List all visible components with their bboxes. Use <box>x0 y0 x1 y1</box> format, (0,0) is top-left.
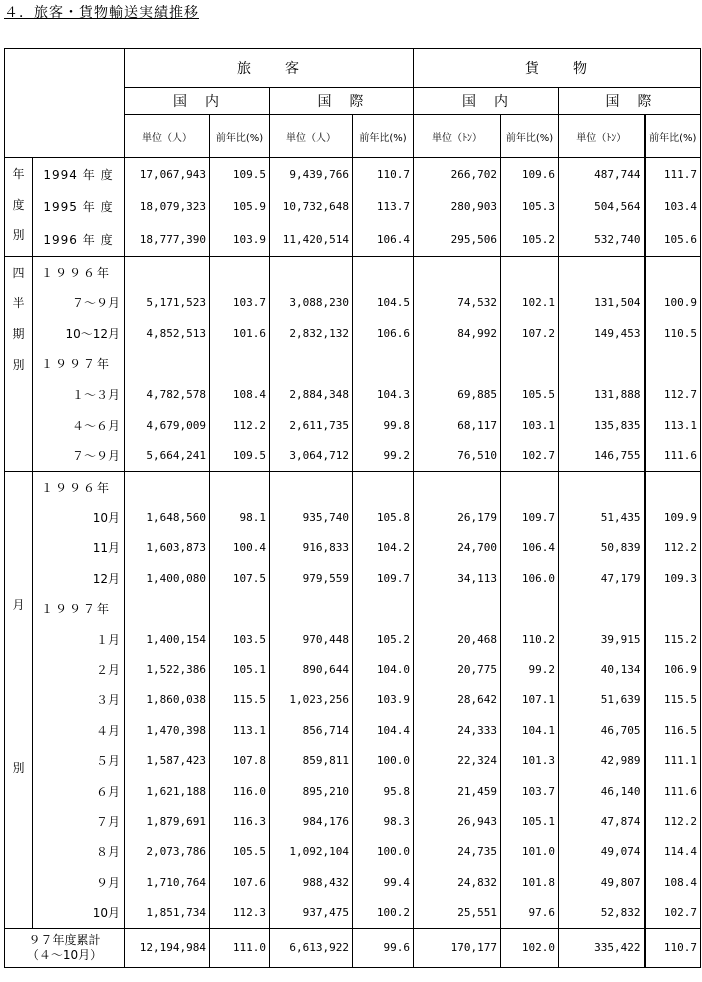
volume-cell: 24,832 <box>414 867 501 897</box>
yoy-cell: 105.3 <box>501 191 559 224</box>
volume-cell: 504,564 <box>559 191 645 224</box>
yoy-cell: 111.6 <box>645 440 701 471</box>
yoy-cell: 113.1 <box>210 715 270 745</box>
yoy-cell: 106.0 <box>501 563 559 593</box>
volume-cell: 21,459 <box>414 776 501 806</box>
row-label: ４～６月 <box>33 410 125 441</box>
yoy-cell: 100.9 <box>645 287 701 318</box>
yoy-cell: 108.4 <box>210 379 270 410</box>
yoy-cell: 106.9 <box>645 654 701 684</box>
yoy-cell: 109.7 <box>353 563 414 593</box>
volume-cell: 979,559 <box>270 563 353 593</box>
yoy-cell: 116.0 <box>210 776 270 806</box>
volume-cell: 28,642 <box>414 685 501 715</box>
volume-cell: 24,700 <box>414 533 501 563</box>
volume-cell: 1,587,423 <box>125 745 210 775</box>
subhead-row <box>5 594 701 624</box>
empty-cell <box>414 594 501 624</box>
empty-cell <box>353 349 414 380</box>
empty-cell <box>414 349 501 380</box>
empty-cell <box>501 471 559 502</box>
table-row <box>5 563 701 593</box>
yoy-cell: 99.6 <box>353 928 414 967</box>
yoy-cell: 101.8 <box>501 867 559 897</box>
section-char: 期 <box>12 326 25 341</box>
volume-cell: 5,664,241 <box>125 440 210 471</box>
yoy-cell: 101.0 <box>501 837 559 867</box>
header-corner <box>5 49 125 158</box>
volume-cell: 25,551 <box>414 897 501 928</box>
yoy-cell: 109.6 <box>501 158 559 191</box>
empty-cell <box>210 349 270 380</box>
yoy-cell: 105.9 <box>210 191 270 224</box>
yoy-cell: 102.7 <box>501 440 559 471</box>
volume-cell: 51,639 <box>559 685 645 715</box>
yoy-cell: 109.3 <box>645 563 701 593</box>
volume-cell: 295,506 <box>414 223 501 256</box>
volume-cell: 1,400,154 <box>125 624 210 654</box>
cargo-header: 貨 物 <box>414 49 701 88</box>
empty-cell <box>270 256 353 287</box>
table-row <box>5 379 701 410</box>
yoy-cell: 99.8 <box>353 410 414 441</box>
yoy-cell: 101.3 <box>501 745 559 775</box>
empty-cell <box>125 349 210 380</box>
volume-cell: 4,782,578 <box>125 379 210 410</box>
unit-header: 単位（人） <box>125 115 210 158</box>
section-char: 別 <box>12 228 25 243</box>
yoy-cell: 105.1 <box>501 806 559 836</box>
table-row <box>5 440 701 471</box>
yoy-cell: 116.3 <box>210 806 270 836</box>
total-label <box>5 928 125 967</box>
yoy-cell: 112.3 <box>210 897 270 928</box>
volume-cell: 42,989 <box>559 745 645 775</box>
volume-cell: 988,432 <box>270 867 353 897</box>
table-row <box>5 223 701 256</box>
page-title: ４．旅客・貨物輸送実績推移 <box>4 5 199 21</box>
volume-cell: 4,852,513 <box>125 318 210 349</box>
volume-cell: 859,811 <box>270 745 353 775</box>
volume-cell: 335,422 <box>559 928 645 967</box>
volume-cell: 935,740 <box>270 502 353 532</box>
yoy-cell: 103.7 <box>501 776 559 806</box>
volume-cell: 131,504 <box>559 287 645 318</box>
yoy-cell: 100.0 <box>353 837 414 867</box>
section-char: 度 <box>12 197 25 212</box>
empty-cell <box>270 594 353 624</box>
volume-cell: 1,851,734 <box>125 897 210 928</box>
yoy-header: 前年比(%) <box>501 115 559 158</box>
table-row <box>5 867 701 897</box>
volume-cell: 280,903 <box>414 191 501 224</box>
volume-cell: 12,194,984 <box>125 928 210 967</box>
volume-cell: 895,210 <box>270 776 353 806</box>
yoy-cell: 112.7 <box>645 379 701 410</box>
table-row <box>5 158 701 191</box>
row-label: ５月 <box>33 745 125 775</box>
volume-cell: 49,074 <box>559 837 645 867</box>
volume-cell: 20,775 <box>414 654 501 684</box>
volume-cell: 4,679,009 <box>125 410 210 441</box>
empty-cell <box>210 471 270 502</box>
passenger-header: 旅 客 <box>125 49 414 88</box>
volume-cell: 3,088,230 <box>270 287 353 318</box>
yoy-cell: 116.5 <box>645 715 701 745</box>
volume-cell: 10,732,648 <box>270 191 353 224</box>
cargo-international-header: 国 際 <box>559 88 701 115</box>
row-label: ７～９月 <box>33 440 125 471</box>
yoy-cell: 105.5 <box>210 837 270 867</box>
volume-cell: 149,453 <box>559 318 645 349</box>
table-row <box>5 624 701 654</box>
volume-cell: 266,702 <box>414 158 501 191</box>
volume-cell: 937,475 <box>270 897 353 928</box>
empty-cell <box>559 594 645 624</box>
empty-cell <box>501 349 559 380</box>
total-row <box>5 928 701 967</box>
yoy-cell: 114.4 <box>645 837 701 867</box>
yoy-cell: 104.4 <box>353 715 414 745</box>
yoy-cell: 104.5 <box>353 287 414 318</box>
yoy-cell: 108.4 <box>645 867 701 897</box>
passenger-domestic-header: 国 内 <box>125 88 270 115</box>
volume-cell: 24,333 <box>414 715 501 745</box>
cargo-domestic-header: 国 内 <box>414 88 559 115</box>
yoy-cell: 103.4 <box>645 191 701 224</box>
row-label: ７～９月 <box>33 287 125 318</box>
quarterly-section <box>5 256 33 471</box>
empty-cell <box>125 471 210 502</box>
yoy-cell: 99.4 <box>353 867 414 897</box>
volume-cell: 84,992 <box>414 318 501 349</box>
empty-cell <box>353 471 414 502</box>
row-label: 10～12月 <box>33 318 125 349</box>
volume-cell: 1,023,256 <box>270 685 353 715</box>
table-row <box>5 410 701 441</box>
yoy-cell: 107.1 <box>501 685 559 715</box>
row-label: ６月 <box>33 776 125 806</box>
volume-cell: 52,832 <box>559 897 645 928</box>
volume-cell: 40,134 <box>559 654 645 684</box>
section-char: 年 <box>12 167 25 181</box>
subhead-row <box>5 471 701 502</box>
total-label-line1: ９７年度累計 <box>28 932 101 947</box>
year-subhead: １９９７年 <box>33 349 125 380</box>
volume-cell: 1,603,873 <box>125 533 210 563</box>
yoy-cell: 109.7 <box>501 502 559 532</box>
table-row <box>5 685 701 715</box>
row-label: ４月 <box>33 715 125 745</box>
yoy-cell: 110.7 <box>645 928 701 967</box>
volume-cell: 916,833 <box>270 533 353 563</box>
yoy-header: 前年比(%) <box>210 115 270 158</box>
yoy-cell: 106.4 <box>501 533 559 563</box>
yoy-cell: 107.6 <box>210 867 270 897</box>
year-subhead: １９９７年 <box>33 594 125 624</box>
fiscal-section <box>5 158 33 257</box>
row-label: 1996 年 度 <box>33 223 125 256</box>
yoy-cell: 113.1 <box>645 410 701 441</box>
row-label: 10月 <box>33 502 125 532</box>
yoy-cell: 109.5 <box>210 158 270 191</box>
unit-header: 単位（ﾄﾝ） <box>414 115 501 158</box>
empty-cell <box>501 256 559 287</box>
subhead-row <box>5 256 701 287</box>
volume-cell: 68,117 <box>414 410 501 441</box>
volume-cell: 1,648,560 <box>125 502 210 532</box>
volume-cell: 1,092,104 <box>270 837 353 867</box>
yoy-cell: 115.2 <box>645 624 701 654</box>
yoy-cell: 109.9 <box>645 502 701 532</box>
yoy-cell: 100.2 <box>353 897 414 928</box>
year-subhead: １９９６年 <box>33 256 125 287</box>
volume-cell: 1,522,386 <box>125 654 210 684</box>
empty-cell <box>353 256 414 287</box>
empty-cell <box>414 471 501 502</box>
row-label: １～３月 <box>33 379 125 410</box>
table-row <box>5 837 701 867</box>
row-label: 1994 年 度 <box>33 158 125 191</box>
yoy-cell: 107.5 <box>210 563 270 593</box>
table-row <box>5 318 701 349</box>
yoy-cell: 103.9 <box>210 223 270 256</box>
row-label: ３月 <box>33 685 125 715</box>
section-char: 別 <box>12 760 25 775</box>
yoy-cell: 104.0 <box>353 654 414 684</box>
table-row <box>5 533 701 563</box>
yoy-cell: 102.7 <box>645 897 701 928</box>
empty-cell <box>125 594 210 624</box>
empty-cell <box>645 256 701 287</box>
yoy-cell: 111.7 <box>645 158 701 191</box>
empty-cell <box>559 256 645 287</box>
row-label: 12月 <box>33 563 125 593</box>
yoy-cell: 105.8 <box>353 502 414 532</box>
yoy-cell: 104.2 <box>353 533 414 563</box>
empty-cell <box>414 256 501 287</box>
table-row <box>5 191 701 224</box>
volume-cell: 18,079,323 <box>125 191 210 224</box>
yoy-cell: 104.3 <box>353 379 414 410</box>
yoy-cell: 100.4 <box>210 533 270 563</box>
yoy-cell: 113.7 <box>353 191 414 224</box>
yoy-cell: 105.6 <box>645 223 701 256</box>
yoy-cell: 111.6 <box>645 776 701 806</box>
unit-header: 単位（人） <box>270 115 353 158</box>
empty-cell <box>270 349 353 380</box>
empty-cell <box>210 256 270 287</box>
total-label-line2: （４～10月） <box>26 947 103 962</box>
yoy-cell: 98.3 <box>353 806 414 836</box>
volume-cell: 2,073,786 <box>125 837 210 867</box>
empty-cell <box>353 594 414 624</box>
yoy-cell: 102.1 <box>501 287 559 318</box>
volume-cell: 47,874 <box>559 806 645 836</box>
row-label: １月 <box>33 624 125 654</box>
volume-cell: 11,420,514 <box>270 223 353 256</box>
volume-cell: 1,879,691 <box>125 806 210 836</box>
yoy-cell: 105.2 <box>353 624 414 654</box>
empty-cell <box>645 594 701 624</box>
volume-cell: 1,621,188 <box>125 776 210 806</box>
volume-cell: 135,835 <box>559 410 645 441</box>
volume-cell: 9,439,766 <box>270 158 353 191</box>
row-label: ７月 <box>33 806 125 836</box>
volume-cell: 49,807 <box>559 867 645 897</box>
empty-cell <box>559 349 645 380</box>
volume-cell: 24,735 <box>414 837 501 867</box>
yoy-cell: 103.9 <box>353 685 414 715</box>
volume-cell: 39,915 <box>559 624 645 654</box>
row-label: 1995 年 度 <box>33 191 125 224</box>
volume-cell: 170,177 <box>414 928 501 967</box>
section-char: 別 <box>12 357 25 372</box>
yoy-header: 前年比(%) <box>645 115 701 158</box>
section-char: 四 <box>12 265 25 280</box>
yoy-cell: 109.5 <box>210 440 270 471</box>
yoy-cell: 97.6 <box>501 897 559 928</box>
yoy-header: 前年比(%) <box>353 115 414 158</box>
volume-cell: 17,067,943 <box>125 158 210 191</box>
volume-cell: 18,777,390 <box>125 223 210 256</box>
volume-cell: 532,740 <box>559 223 645 256</box>
empty-cell <box>210 594 270 624</box>
row-label: ２月 <box>33 654 125 684</box>
yoy-cell: 105.2 <box>501 223 559 256</box>
volume-cell: 26,179 <box>414 502 501 532</box>
table-row <box>5 897 701 928</box>
section-char: 月 <box>12 597 25 612</box>
table-row <box>5 776 701 806</box>
volume-cell: 487,744 <box>559 158 645 191</box>
volume-cell: 46,705 <box>559 715 645 745</box>
yoy-cell: 112.2 <box>645 806 701 836</box>
empty-cell <box>270 471 353 502</box>
volume-cell: 20,468 <box>414 624 501 654</box>
volume-cell: 69,885 <box>414 379 501 410</box>
volume-cell: 51,435 <box>559 502 645 532</box>
volume-cell: 131,888 <box>559 379 645 410</box>
year-subhead: １９９６年 <box>33 471 125 502</box>
empty-cell <box>125 256 210 287</box>
yoy-cell: 115.5 <box>645 685 701 715</box>
volume-cell: 2,884,348 <box>270 379 353 410</box>
yoy-cell: 115.5 <box>210 685 270 715</box>
table-row <box>5 502 701 532</box>
yoy-cell: 107.8 <box>210 745 270 775</box>
volume-cell: 6,613,922 <box>270 928 353 967</box>
yoy-cell: 112.2 <box>210 410 270 441</box>
empty-cell <box>645 349 701 380</box>
table-row <box>5 715 701 745</box>
volume-cell: 46,140 <box>559 776 645 806</box>
yoy-cell: 105.1 <box>210 654 270 684</box>
yoy-cell: 112.2 <box>645 533 701 563</box>
section-char: 半 <box>12 296 25 311</box>
yoy-cell: 102.0 <box>501 928 559 967</box>
volume-cell: 2,611,735 <box>270 410 353 441</box>
volume-cell: 1,860,038 <box>125 685 210 715</box>
subhead-row <box>5 349 701 380</box>
yoy-cell: 111.1 <box>645 745 701 775</box>
yoy-cell: 101.6 <box>210 318 270 349</box>
volume-cell: 146,755 <box>559 440 645 471</box>
volume-cell: 3,064,712 <box>270 440 353 471</box>
empty-cell <box>559 471 645 502</box>
table-row <box>5 654 701 684</box>
yoy-cell: 103.5 <box>210 624 270 654</box>
row-label: 10月 <box>33 897 125 928</box>
yoy-cell: 98.1 <box>210 502 270 532</box>
table-row <box>5 745 701 775</box>
yoy-cell: 111.0 <box>210 928 270 967</box>
volume-cell: 5,171,523 <box>125 287 210 318</box>
volume-cell: 47,179 <box>559 563 645 593</box>
yoy-cell: 110.5 <box>645 318 701 349</box>
volume-cell: 1,470,398 <box>125 715 210 745</box>
volume-cell: 890,644 <box>270 654 353 684</box>
row-label: 11月 <box>33 533 125 563</box>
table-row <box>5 806 701 836</box>
empty-cell <box>645 471 701 502</box>
yoy-cell: 106.6 <box>353 318 414 349</box>
volume-cell: 1,400,080 <box>125 563 210 593</box>
volume-cell: 76,510 <box>414 440 501 471</box>
volume-cell: 74,532 <box>414 287 501 318</box>
volume-cell: 970,448 <box>270 624 353 654</box>
volume-cell: 22,324 <box>414 745 501 775</box>
empty-cell <box>501 594 559 624</box>
yoy-cell: 100.0 <box>353 745 414 775</box>
yoy-cell: 99.2 <box>501 654 559 684</box>
yoy-cell: 103.1 <box>501 410 559 441</box>
unit-header: 単位（ﾄﾝ） <box>559 115 645 158</box>
yoy-cell: 95.8 <box>353 776 414 806</box>
passenger-international-header: 国 際 <box>270 88 414 115</box>
volume-cell: 984,176 <box>270 806 353 836</box>
table-row <box>5 287 701 318</box>
volume-cell: 34,113 <box>414 563 501 593</box>
yoy-cell: 103.7 <box>210 287 270 318</box>
yoy-cell: 104.1 <box>501 715 559 745</box>
transport-results-table <box>4 48 701 968</box>
yoy-cell: 107.2 <box>501 318 559 349</box>
yoy-cell: 106.4 <box>353 223 414 256</box>
yoy-cell: 105.5 <box>501 379 559 410</box>
yoy-cell: 110.7 <box>353 158 414 191</box>
row-label: ９月 <box>33 867 125 897</box>
volume-cell: 1,710,764 <box>125 867 210 897</box>
volume-cell: 50,839 <box>559 533 645 563</box>
monthly-section <box>5 471 33 928</box>
row-label: ８月 <box>33 837 125 867</box>
yoy-cell: 99.2 <box>353 440 414 471</box>
yoy-cell: 110.2 <box>501 624 559 654</box>
volume-cell: 2,832,132 <box>270 318 353 349</box>
volume-cell: 26,943 <box>414 806 501 836</box>
volume-cell: 856,714 <box>270 715 353 745</box>
